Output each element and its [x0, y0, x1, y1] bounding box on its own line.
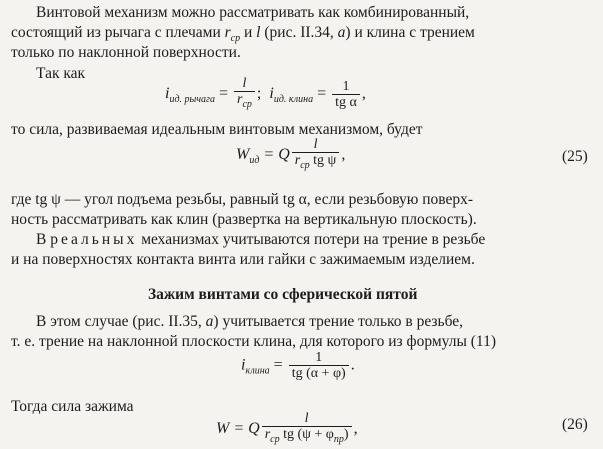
- p2: Так как: [36, 65, 86, 82]
- fraction-eq2: $\frac{l}{r_{ср} tg \psi}$: [292, 137, 340, 174]
- fraction-eq3: $\frac{1}{tg (\alpha + \varphi)}$: [289, 350, 349, 382]
- p4-line2: ность рассматривать как клин (развертка на вертикальную плоскость).: [11, 211, 477, 228]
- p5-line2: и на поверхностях контакта винта или гайки с зажимаемым изделием.: [11, 251, 475, 268]
- p6-line2: т. е. трение на наклонной плоскости клина, для которого из формулы (11): [11, 333, 496, 350]
- equation-1: $i_{ид. рычага}$ = $\frac{l}{r_{ср}}$ ; $i_{ид. клина}$ = $\frac{1}{\text{tg α}}$ ,: [165, 76, 366, 113]
- p5-line1: В реальных механизмах учитываются потери на трение в резьбе: [36, 231, 486, 248]
- fraction-1-over-tg-alpha: $\frac{1}{\text{tg α}}$: [332, 79, 360, 111]
- r-symbol: r: [224, 24, 231, 41]
- l-symbol: l: [256, 24, 261, 41]
- p1-line1: Винтовой механизм можно рассматривать как комбинированный,: [36, 4, 470, 21]
- section-heading: Зажим винтами со сферической пятой: [148, 286, 418, 303]
- p3: то сила, развиваемая идеальным винтовым механизмом, будет: [11, 121, 423, 138]
- equation-4: W = Q $\frac{l}{r_{ср} tg (\psi + \varphi_{пр})}$ ,: [216, 411, 358, 448]
- p6-line1: В этом случае (рис. II.35, а) учитывается трение только в резьбе,: [36, 313, 464, 330]
- p7: Тогда сила зажима: [11, 398, 134, 415]
- p1-line2: состоящий из рычага с плечами $r_{ср}$ и l (рис. II.34, а) и клина с трением: [11, 24, 475, 44]
- equation-3: $i_{клина}$ = $\frac{1}{tg (\alpha + \varphi)}$ .: [241, 350, 355, 381]
- fraction-l-over-rcp: $\frac{l}{r_{ср}}$: [234, 76, 255, 113]
- equation-2: $W_{ид} = Q$ $\frac{l}{r_{ср} tg \psi}$ ,: [236, 137, 345, 174]
- equation-number-26: (26): [562, 416, 588, 433]
- fraction-eq4: $\frac{l}{r_{ср} tg (\psi + \varphi_{пр})}$: [262, 411, 352, 448]
- p1-line3: только по наклонной поверхности.: [11, 44, 241, 61]
- equation-number-25: (25): [562, 148, 588, 165]
- spaced-word: реальных: [50, 231, 138, 248]
- p4-line1: где tg ψ — угол подъема резьбы, равный tg α, если резьбовую поверх-: [11, 191, 474, 208]
